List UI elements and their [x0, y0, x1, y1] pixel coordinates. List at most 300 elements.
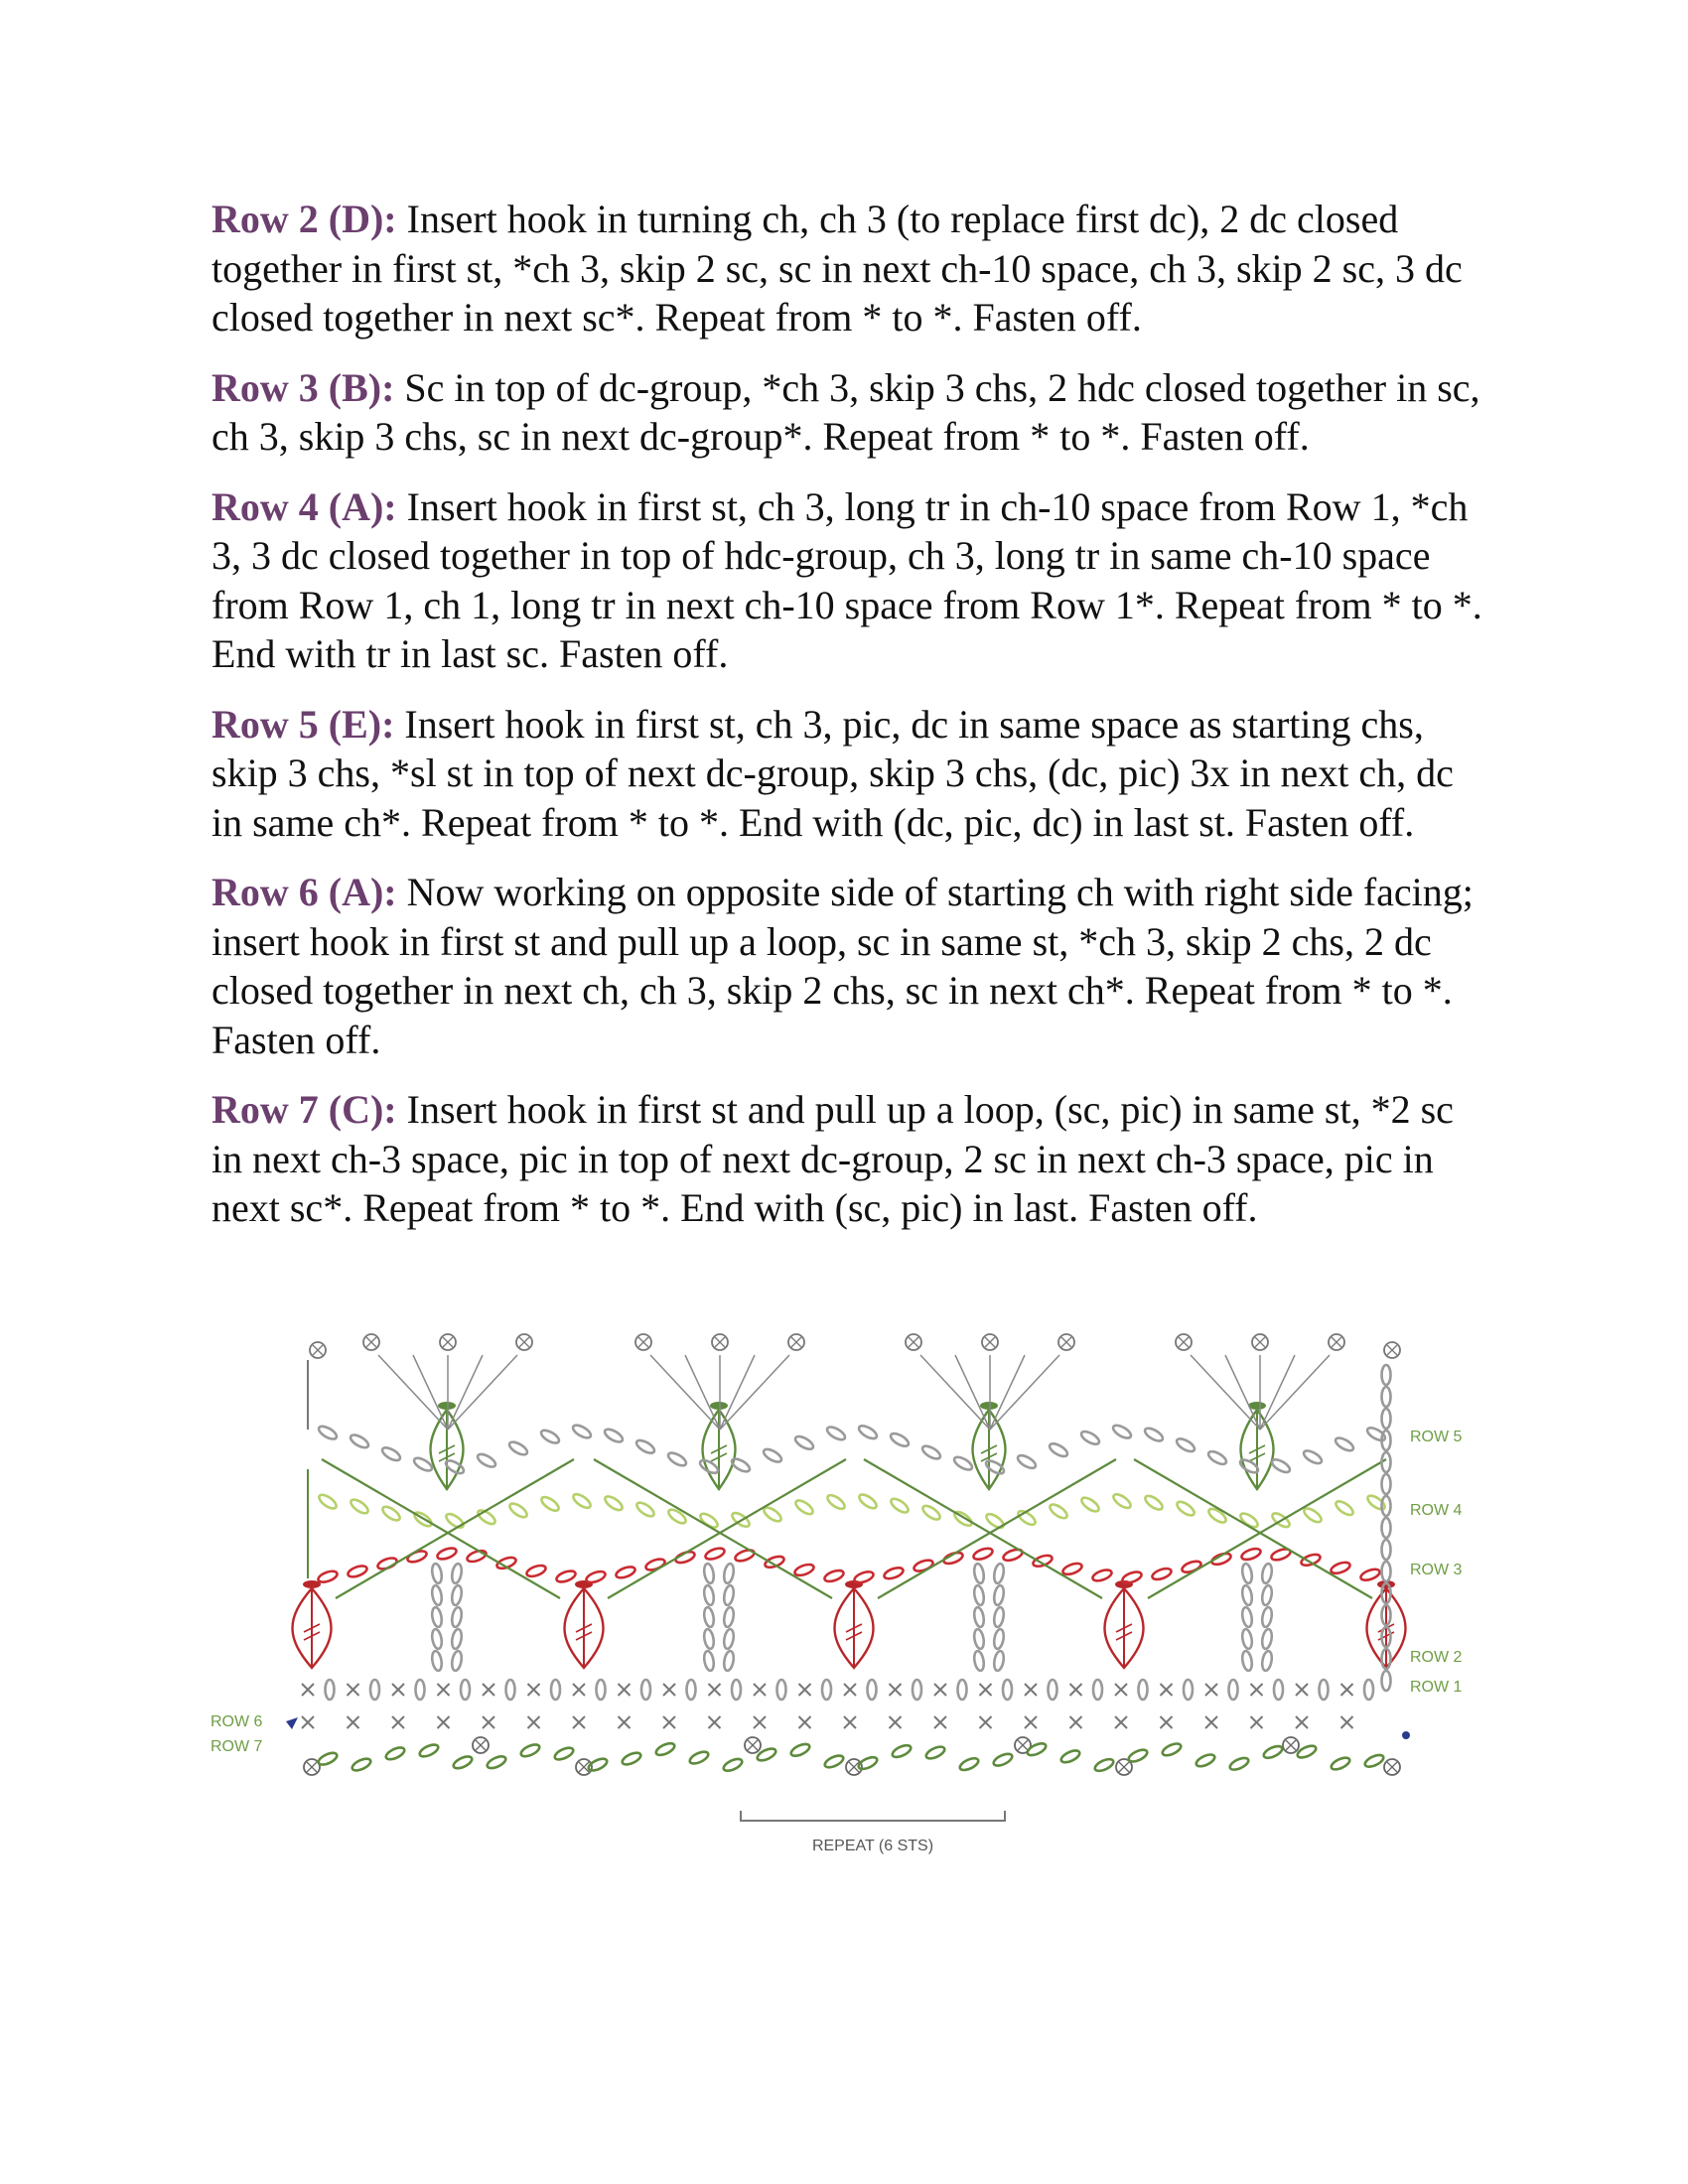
- cluster-top: [710, 1402, 728, 1410]
- chain-stitch: [1302, 1448, 1324, 1466]
- row-7-instruction: [211, 1085, 1492, 1233]
- chain-stitch: [1195, 1752, 1216, 1769]
- chain-stitch: [777, 1680, 786, 1700]
- fan-double-crochet: [1225, 1355, 1260, 1430]
- chain-stitch: [857, 1424, 879, 1441]
- chain-stitch: [1382, 1365, 1391, 1385]
- chain-stitch: [666, 1450, 688, 1468]
- single-crochet: [980, 1716, 992, 1728]
- chain-stitch: [958, 1680, 967, 1700]
- fan-double-crochet: [1260, 1355, 1330, 1430]
- chain-stitch: [973, 1650, 985, 1671]
- chain-stitch: [380, 1504, 402, 1523]
- single-crochet: [754, 1716, 766, 1728]
- chain-stitch: [1139, 1680, 1148, 1700]
- chain-stitch: [703, 1563, 715, 1583]
- row-3-instruction: [211, 363, 1492, 462]
- row-label: Row 4 (A):: [211, 483, 397, 529]
- row-label: Row 5 (E):: [211, 701, 395, 747]
- row-text: Insert hook in first st, ch 3, pic, dc in same space as starting chs, skip 3 chs, *sl st in top of next dc-group, skip 3 chs, (dc, pic) 3x in next ch, dc in same ch*. Repeat from * to *. End with (dc, pic, dc) in last st. Fasten off.: [211, 701, 1454, 845]
- chain-stitch: [418, 1742, 440, 1759]
- chain-stitch: [615, 1565, 636, 1579]
- fan-double-crochet: [990, 1355, 1059, 1430]
- picot-cross: [1179, 1337, 1189, 1347]
- picot-cross: [985, 1337, 995, 1347]
- chain-stitch: [1228, 1755, 1250, 1772]
- chain-stitch: [1151, 1567, 1173, 1581]
- row-label: Row 2 (D):: [211, 197, 397, 241]
- picot-cross: [748, 1740, 758, 1750]
- chain-stitch: [431, 1606, 443, 1627]
- chain-stitch: [1091, 1568, 1113, 1582]
- chain-stitch: [370, 1680, 379, 1700]
- picot-cross: [638, 1337, 648, 1347]
- crochet-stitch-chart: [199, 1330, 1489, 1866]
- chain-stitch: [452, 1754, 474, 1771]
- picot-cross: [791, 1337, 801, 1347]
- chain-stitch: [1111, 1423, 1133, 1440]
- row-5-instruction: [211, 700, 1492, 848]
- picot-cross: [579, 1762, 589, 1772]
- single-crochet: [1070, 1716, 1082, 1728]
- chain-stitch: [723, 1650, 735, 1671]
- row-text: Insert hook in turning ch, ch 3 (to replace first dc), 2 dc closed together in first st, *ch 3, skip 2 sc, sc in next ch-10 space, ch 3, skip 2 sc, 3 dc closed together in next sc*. Repeat from * to *. Fasten off.: [211, 197, 1463, 340]
- chain-stitch: [993, 1628, 1005, 1649]
- row-2-instruction: [211, 195, 1492, 342]
- chain-stitch: [451, 1563, 463, 1583]
- chain-stitch: [883, 1566, 905, 1580]
- single-crochet: [348, 1684, 359, 1696]
- chain-stitch: [823, 1569, 845, 1583]
- picot-cross: [909, 1337, 918, 1347]
- chain-stitch: [703, 1650, 715, 1671]
- chain-stitch: [889, 1496, 911, 1515]
- single-crochet: [1251, 1716, 1263, 1728]
- chain-stitch: [571, 1423, 593, 1440]
- row-6-instruction: [211, 868, 1492, 1064]
- chain-stitch: [587, 1756, 609, 1773]
- chain-stitch: [444, 1511, 466, 1530]
- chain-stitch: [1382, 1474, 1391, 1494]
- fan-double-crochet: [413, 1355, 448, 1430]
- single-crochet: [1341, 1684, 1353, 1696]
- chain-stitch: [853, 1570, 875, 1584]
- single-crochet: [934, 1684, 946, 1696]
- chain-stitch: [793, 1563, 815, 1577]
- chain-stitch: [1161, 1741, 1183, 1758]
- chain-stitch: [732, 1680, 741, 1700]
- fan-double-crochet: [448, 1355, 483, 1430]
- picot-cross: [1387, 1345, 1397, 1355]
- chain-stitch: [1382, 1518, 1391, 1538]
- chain-stitch: [553, 1745, 575, 1762]
- chain-stitch: [506, 1680, 515, 1700]
- fan-double-crochet: [448, 1355, 517, 1430]
- chain-stitch: [1241, 1606, 1253, 1627]
- picot-cross: [1018, 1740, 1028, 1750]
- chain-stitch: [1026, 1741, 1048, 1758]
- chain-stitch: [722, 1757, 744, 1774]
- chain-stitch: [1121, 1570, 1143, 1584]
- chain-stitch: [958, 1756, 980, 1773]
- chain-stitch: [762, 1505, 783, 1524]
- chain-stitch: [1048, 1441, 1069, 1459]
- chain-stitch: [416, 1680, 425, 1700]
- chain-stitch: [1229, 1680, 1238, 1700]
- chain-stitch: [889, 1432, 911, 1449]
- picot-cross: [1119, 1762, 1129, 1772]
- chain-stitch: [451, 1650, 463, 1671]
- row-text: Insert hook in first st and pull up a loop, (sc, pic) in same st, *2 sc in next ch-3 space, pic in top of next dc-group, 2 sc in next ch-3 space, pic in next sc*. Repeat from * to *. End with (sc, pic) in last. Fasten off.: [211, 1087, 1454, 1230]
- chain-stitch: [698, 1458, 720, 1476]
- chain-stitch: [317, 1750, 339, 1767]
- single-crochet: [302, 1684, 314, 1696]
- cluster-top: [980, 1402, 998, 1410]
- chain-stitch: [793, 1498, 815, 1517]
- chain-stitch: [634, 1500, 656, 1519]
- chain-stitch: [1261, 1650, 1273, 1671]
- picot-cross: [1332, 1337, 1341, 1347]
- single-crochet: [934, 1716, 946, 1728]
- chain-stitch: [1240, 1547, 1262, 1562]
- chain-stitch: [461, 1680, 470, 1700]
- single-crochet: [528, 1684, 540, 1696]
- chain-stitch: [973, 1563, 985, 1583]
- picot-cross: [715, 1337, 725, 1347]
- chain-stitch: [913, 1680, 921, 1700]
- picot-cross: [313, 1345, 323, 1355]
- chain-stitch: [634, 1437, 656, 1455]
- chain-stitch: [1300, 1553, 1322, 1568]
- chain-stitch: [857, 1755, 879, 1772]
- chain-stitch: [703, 1628, 715, 1649]
- chain-stitch: [993, 1563, 1005, 1583]
- chain-stitch: [431, 1563, 443, 1583]
- row-text: Now working on opposite side of starting ch with right side facing; insert hook in first st and pull up a loop, sc in same st, *ch 3, skip 2 chs, 2 dc closed together in next ch, ch 3, skip 2 chs, sc in next ch*. Repeat from * to *. Fasten off.: [211, 870, 1474, 1062]
- chain-stitch: [431, 1628, 443, 1649]
- chain-stitch: [973, 1584, 985, 1605]
- row4-label: ROW 4: [1410, 1502, 1463, 1519]
- chain-stitch: [349, 1433, 370, 1450]
- chain-stitch: [1016, 1453, 1038, 1471]
- chain-stitch: [1127, 1747, 1149, 1764]
- row-6-arrow: [286, 1717, 298, 1729]
- chain-stitch: [1382, 1671, 1391, 1691]
- chain-stitch: [1382, 1409, 1391, 1429]
- chain-stitch: [868, 1680, 877, 1700]
- chain-stitch: [952, 1454, 974, 1472]
- chain-stitch: [507, 1501, 529, 1520]
- chain-stitch: [1241, 1650, 1253, 1671]
- picot-cross: [443, 1337, 453, 1347]
- chain-stitch: [703, 1606, 715, 1627]
- chain-stitch: [1093, 1757, 1115, 1774]
- chain-stitch: [1302, 1506, 1324, 1525]
- single-crochet: [1025, 1684, 1037, 1696]
- chain-stitch: [1111, 1492, 1133, 1511]
- chain-stitch: [993, 1584, 1005, 1605]
- chain-stitch: [1206, 1449, 1228, 1467]
- chain-stitch: [762, 1446, 783, 1464]
- chain-stitch: [519, 1742, 541, 1759]
- chain-stitch: [1175, 1436, 1196, 1454]
- row-label: Row 3 (B):: [211, 364, 395, 410]
- fan-double-crochet: [990, 1355, 1025, 1430]
- single-crochet: [844, 1716, 856, 1728]
- chain-stitch: [451, 1606, 463, 1627]
- long-treble: [1148, 1459, 1386, 1598]
- fan-double-crochet: [1191, 1355, 1260, 1430]
- fan-double-crochet: [685, 1355, 720, 1430]
- chain-stitch: [431, 1584, 443, 1605]
- row6-label: ROW 6: [211, 1713, 263, 1730]
- chain-stitch: [823, 1753, 845, 1770]
- chain-stitch: [1364, 1680, 1373, 1700]
- chain-stitch: [1184, 1680, 1193, 1700]
- repeat-label: REPEAT (6 STS): [811, 1838, 934, 1854]
- single-crochet: [663, 1684, 675, 1696]
- chain-stitch: [993, 1606, 1005, 1627]
- single-crochet: [1205, 1716, 1217, 1728]
- chain-stitch: [1261, 1628, 1273, 1649]
- long-treble: [608, 1459, 846, 1598]
- chain-stitch: [993, 1650, 1005, 1671]
- picot-cross: [519, 1337, 529, 1347]
- chain-stitch: [789, 1742, 811, 1759]
- chain-stitch: [730, 1456, 752, 1474]
- chain-stitch: [822, 1680, 831, 1700]
- chain-stitch: [1241, 1584, 1253, 1605]
- chain-stitch: [436, 1546, 458, 1561]
- chain-stitch: [539, 1494, 561, 1513]
- chain-stitch: [1320, 1680, 1329, 1700]
- chain-stitch: [539, 1428, 561, 1445]
- row7-label: ROW 7: [211, 1738, 263, 1755]
- row3-label: ROW 3: [1410, 1562, 1463, 1578]
- fan-double-crochet: [650, 1355, 720, 1430]
- chain-stitch: [857, 1492, 879, 1511]
- chain-stitch: [654, 1741, 676, 1758]
- single-crochet: [392, 1716, 404, 1728]
- row5-label: ROW 5: [1410, 1429, 1463, 1445]
- row-text: Insert hook in first st, ch 3, long tr in ch-10 space from Row 1, *ch 3, 3 dc closed together in top of hdc-group, ch 3, long tr in same ch-10 space from Row 1, ch 1, long tr in next ch-10 space from Row 1*. Repeat from * to *. End with tr in last sc. Fasten off.: [211, 483, 1482, 676]
- chain-stitch: [825, 1493, 847, 1512]
- chain-stitch: [1334, 1499, 1355, 1518]
- row-label: Row 6 (A):: [211, 870, 397, 914]
- chain-stitch: [1334, 1435, 1355, 1453]
- chain-stitch: [734, 1548, 756, 1563]
- chain-stitch: [1061, 1562, 1083, 1576]
- chain-stitch: [723, 1628, 735, 1649]
- single-crochet: [573, 1684, 585, 1696]
- single-crochet: [1341, 1716, 1353, 1728]
- chain-stitch: [1363, 1752, 1385, 1769]
- chain-stitch: [1175, 1499, 1196, 1518]
- chain-stitch: [451, 1584, 463, 1605]
- chain-stitch: [603, 1494, 625, 1513]
- single-crochet: [890, 1716, 902, 1728]
- single-crochet: [1025, 1716, 1037, 1728]
- chain-stitch: [1274, 1680, 1283, 1700]
- picot-cross: [1286, 1740, 1296, 1750]
- picot-cross: [476, 1740, 486, 1750]
- chain-stitch: [349, 1497, 370, 1516]
- chain-stitch: [1079, 1495, 1101, 1514]
- chain-stitch: [317, 1492, 339, 1511]
- single-crochet: [392, 1684, 404, 1696]
- chain-stitch: [431, 1650, 443, 1671]
- single-crochet: [1251, 1684, 1263, 1696]
- chain-stitch: [1241, 1563, 1253, 1583]
- chain-stitch: [525, 1564, 547, 1578]
- picot-cross: [1387, 1762, 1397, 1772]
- chain-stitch: [585, 1570, 607, 1584]
- chain-stitch: [764, 1555, 785, 1570]
- row-text: Sc in top of dc-group, *ch 3, skip 3 chs, 2 hdc closed together in sc, ch 3, skip 3 chs, sc in next dc-group*. Repeat from * to *. Fasten off.: [211, 364, 1480, 459]
- chain-stitch: [1261, 1606, 1273, 1627]
- chain-stitch: [1048, 1502, 1069, 1521]
- single-crochet: [1161, 1716, 1173, 1728]
- stitch-symbols: [286, 1334, 1410, 1775]
- picot-cross: [307, 1762, 317, 1772]
- row-label: Row 7 (C):: [211, 1087, 397, 1132]
- single-crochet: [844, 1684, 856, 1696]
- chain-stitch: [380, 1445, 402, 1463]
- chain-stitch: [723, 1584, 735, 1605]
- chain-stitch: [451, 1628, 463, 1649]
- single-crochet: [438, 1716, 450, 1728]
- cluster-top: [438, 1402, 456, 1410]
- single-crochet: [799, 1684, 811, 1696]
- chain-stitch: [1382, 1496, 1391, 1516]
- pattern-instructions: [211, 195, 1492, 1254]
- chain-stitch: [992, 1751, 1014, 1768]
- chain-stitch: [347, 1564, 368, 1578]
- single-crochet: [483, 1684, 494, 1696]
- single-crochet: [302, 1716, 314, 1728]
- single-crochet: [890, 1684, 902, 1696]
- chain-stitch: [326, 1680, 335, 1700]
- single-crochet: [619, 1684, 631, 1696]
- chain-stitch: [1093, 1680, 1102, 1700]
- single-crochet: [709, 1684, 721, 1696]
- chain-stitch: [1059, 1748, 1081, 1765]
- fan-double-crochet: [720, 1355, 789, 1430]
- chain-stitch: [1382, 1540, 1391, 1560]
- chain-stitch: [597, 1680, 606, 1700]
- chain-stitch: [973, 1628, 985, 1649]
- chain-stitch: [1261, 1563, 1273, 1583]
- chain-stitch: [384, 1745, 406, 1762]
- single-crochet: [1205, 1684, 1217, 1696]
- chain-stitch: [1262, 1744, 1284, 1761]
- row1-label: ROW 1: [1410, 1679, 1463, 1696]
- single-crochet: [1115, 1716, 1127, 1728]
- picot-cross: [1255, 1337, 1265, 1347]
- chain-stitch: [723, 1563, 735, 1583]
- single-crochet: [483, 1716, 494, 1728]
- single-crochet: [619, 1716, 631, 1728]
- chain-stitch: [704, 1546, 726, 1561]
- long-treble: [878, 1459, 1116, 1598]
- chain-stitch: [621, 1750, 642, 1767]
- chain-stitch: [1382, 1562, 1391, 1581]
- chain-stitch: [555, 1569, 577, 1583]
- chain-stitch: [924, 1744, 946, 1761]
- long-treble: [336, 1459, 574, 1598]
- single-crochet: [709, 1716, 721, 1728]
- chain-stitch: [351, 1756, 372, 1773]
- chain-stitch: [1003, 1680, 1012, 1700]
- chain-stitch: [551, 1680, 560, 1700]
- single-crochet: [528, 1716, 540, 1728]
- chain-stitch: [1270, 1457, 1292, 1475]
- chain-stitch: [486, 1754, 507, 1771]
- chain-stitch: [1261, 1584, 1273, 1605]
- fan-double-crochet: [955, 1355, 990, 1430]
- chain-stitch: [1032, 1554, 1054, 1569]
- fan-double-crochet: [920, 1355, 990, 1430]
- chain-stitch: [603, 1427, 625, 1444]
- chain-stitch: [476, 1451, 497, 1469]
- chain-stitch: [666, 1507, 688, 1526]
- chain-stitch: [723, 1606, 735, 1627]
- chain-stitch: [793, 1433, 815, 1451]
- chain-stitch: [973, 1606, 985, 1627]
- chain-stitch: [641, 1680, 650, 1700]
- chain-stitch: [1143, 1426, 1165, 1443]
- chain-stitch: [1049, 1680, 1057, 1700]
- single-crochet: [663, 1716, 675, 1728]
- repeat-bracket: [741, 1811, 1005, 1821]
- row2-label: ROW 2: [1410, 1649, 1463, 1666]
- row-4-instruction: [211, 482, 1492, 679]
- row-start-marker: [1402, 1731, 1410, 1739]
- chain-stitch: [891, 1743, 913, 1760]
- chain-stitch: [1241, 1628, 1253, 1649]
- single-crochet: [1296, 1684, 1308, 1696]
- chain-stitch: [703, 1584, 715, 1605]
- fan-double-crochet: [1260, 1355, 1295, 1430]
- chain-stitch: [972, 1547, 994, 1562]
- single-crochet: [980, 1684, 992, 1696]
- single-crochet: [799, 1716, 811, 1728]
- chain-stitch: [317, 1570, 339, 1584]
- chain-stitch: [1382, 1387, 1391, 1407]
- single-crochet: [1296, 1716, 1308, 1728]
- chain-stitch: [688, 1749, 710, 1766]
- chain-stitch: [1359, 1568, 1381, 1582]
- fan-double-crochet: [720, 1355, 755, 1430]
- chain-stitch: [920, 1443, 942, 1461]
- chain-stitch: [571, 1492, 593, 1511]
- fan-double-crochet: [378, 1355, 448, 1430]
- chain-stitch: [1330, 1561, 1351, 1575]
- single-crochet: [348, 1716, 359, 1728]
- single-crochet: [754, 1684, 766, 1696]
- chain-stitch: [984, 1512, 1006, 1531]
- chain-stitch: [1143, 1493, 1165, 1512]
- chain-stitch: [687, 1680, 696, 1700]
- picot-cross: [366, 1337, 376, 1347]
- single-crochet: [1161, 1684, 1173, 1696]
- chain-stitch: [1079, 1430, 1101, 1447]
- single-crochet: [438, 1684, 450, 1696]
- single-crochet: [1115, 1684, 1127, 1696]
- chain-stitch: [507, 1439, 529, 1457]
- single-crochet: [573, 1716, 585, 1728]
- single-crochet: [1070, 1684, 1082, 1696]
